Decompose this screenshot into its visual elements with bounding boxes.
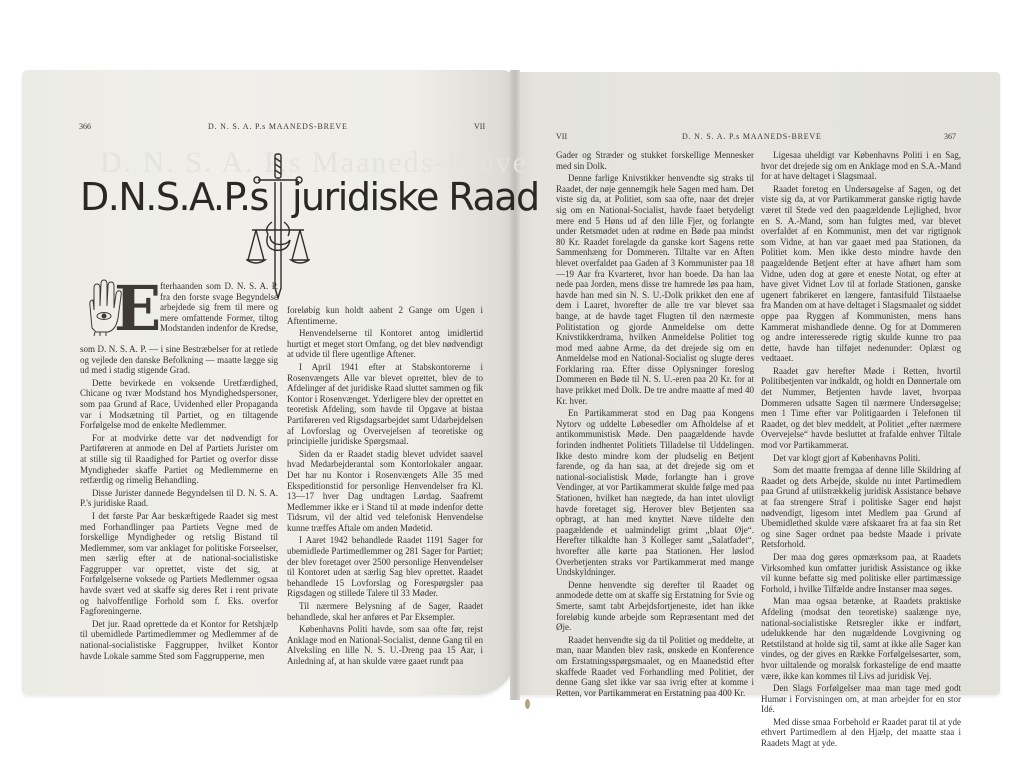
paragraph: Det var klogt gjort af Københavns Politi.	[773, 452, 921, 463]
running-head-left: D. N. S. A. P.s MAANEDS-BREVE	[208, 122, 348, 131]
paragraph: Til nærmere Belysning af de Sager, Raadet behandlede, skal her anføres et Par Eksempler.	[287, 601, 483, 622]
page-number-left: 366	[79, 122, 91, 131]
paragraph: I det første Par Aar beskæftigede Raadet sig mest med Forhandlinger paa Partiets Vegne med de forskellige Myndigheder og retslig Bistand til Medlemmer, som var anklaget for politiske Forseelser, men særlig efter at de national-socialistiske Faggrupper var oprettet, viste det sig, at Forfølgelserne voksede og Partiets Medlemmer ogsaa havde svært ved at skaffe sig deres Ret i rent private og halvoffentlige Forhold som f. Eks. overfor Fagforeningerne.	[80, 510, 278, 617]
paragraph: Disse Jurister dannede Begyndelsen til D. N. S. A. P.'s juridiske Raad.	[80, 487, 278, 509]
paragraph: For at modvirke dette var det nødvendigt for Partiføreren at anmode en Del af Partiets Jurister om at stille sig til Raadighed for Partiet og overfor disse Myndigheder skaffe Partiet og Medlemmerne en retfærdig og rimelig Behandling.	[80, 432, 278, 486]
left-page-column-2	[287, 305, 483, 669]
paragraph: Gader og Stræder og stukket forskellige Mennesker med sin Dolk.	[556, 150, 754, 171]
paragraph: foreløbig kun holdt aabent 2 Gange om Ugen i Aftentimerne.	[287, 305, 483, 326]
sword-scales-icon	[246, 152, 310, 302]
drop-cap-letter: E	[114, 272, 162, 345]
show-through-text: D. N. S. A. P.s Maaneds-Breve	[100, 146, 528, 179]
section-mark-right: VII	[556, 132, 568, 141]
section-mark-left: VII	[474, 122, 486, 131]
paragraph: Denne farlige Knivstikker henvendte sig straks til Raadet, der nøje gennemgik hele Sagen med ham. Det viste sig da, at Politiet, som saa ofte, naar det drejer sig om en National-Socialist, havde faaet betydeligt mere end 5 Høns ud af den lille Fjer, og forlangte under Retsmødet uden at rødme en Bøde paa mindst 80 Kr. Raadet forelagde da ganske kort Sagens rette Sammenhæng for Dommeren. Tiltalte var en Aften blevet overfaldet paa Gaden af 3 Kommunister paa 18—19 Aar fra Kvarteret, hvor han boede. Da han laa nede paa Jorden, mens disse tre hamrede løs paa ham, havde han med sin N. S. U.-Dolk prikket den ene af dem i Laaret, hvorefter de alle tre var blevet saa bange, at de havde taget Flugten til den nærmeste Politistation og gjorde Anmeldelse om dette Knivstikkerdrama, hvilken Anmeldelse Politiet tog mod med aabne Arme, da det drejede sig om en Anmeldelse mod en National-Socialist og slugte deres Forklaring raa. Efter disse Oplysninger foreslog Dommeren en Bøde til N. S. U.-eren paa 20 Kr. for at have prikket med Dolk. De tre andre maatte af med 40 Kr. hver.	[556, 173, 754, 406]
paragraph: Raadet foretog en Undersøgelse af Sagen, og det viste sig da, at vor Partikammerat ganske rigtig havde været til Stede ved den paagældende Lejlighed, hvor en S. A.-Mand, som han fulgtes med, var blevet overfaldet af en Kommunist, men det var rigtignok som Vidne, at han var gaaet med paa Stationen, da Politiet kom. Men ikke desto mindre havde den paagældende Betjent efter at have afhørt ham som Vidne, uden dog at gøre et eneste Notat, og efter at have givet Vidnet Lov til at forlade Stationen, ganske ugenert fabrikeret en længere, fantasifuld Tilstaaelse fra Manden om at have deltaget i Slagsmaalet og siddet oppe paa Ryggen af Kommunisten, mens hans Kammerat mishandlede denne. Og for at Dommeren og andre interesserede rigtig skulde kunne tro paa dette, havde han tilføjet nedenunder: Oplæst og vedtaaet.	[761, 183, 961, 364]
paragraph: Man maa ogsaa betænke, at Raadets praktiske Afdeling (modsat den teoretiske) saalænge nye, national-socialistiske Retsregler ikke er indført, udelukkende har den nugældende Lovgivning og Retstilstand at holde sig til, samt at ikke alle Sager kan vindes, og der gives en Række Forfølgelsesarter, som, hvor uiltalende og moralsk forkastelige de end maatte være, ikke kan kommes til Livs ad juridisk Vej.	[761, 596, 961, 681]
paragraph: Den Slags Forfølgelser maa man tage med godt Humør i Forvisningen om, at man arbejder for en stor Idé.	[761, 683, 961, 715]
paragraph: I April 1941 efter at Stabskontorerne i Rosenvængets Alle var blevet oprettet, blev de to Afdelinger af det juridiske Raad sluttet sammen og fik Kontor i Rosenvænget. Yderligere blev der oprettet en teoretisk Afdeling, som havde til Opgave at bistaa Partiføreren ved Rigsdagsarbejdet samt Udarbejdelsen af Lovforslag og Overvejelsen af teoretiske og principielle juridiske Spørgsmaal.	[287, 361, 483, 447]
paragraph: Raadet gav herefter Møde i Retten, hvortil Politibetjenten var indkaldt, og holdt en Dønnertale om det Nummer, Betjenten havde lavet, hvorpaa Dommeren udsatte Sagen til nærmere Undersøgelse; men 1 Time efter var Politigaarden i Telefonen til Raadet, og det blev meddelt, at Politiet „efter nærmere Overvejelse“ havde besluttet at frafalde enhver Tiltale mod vor Partikammerat.	[761, 365, 961, 451]
title-part-2: juridiske Raad	[292, 175, 539, 219]
left-page-column-1	[80, 344, 278, 663]
paragraph: I Aaret 1942 behandlede Raadet 1191 Sager for ubemidlede Partimedlemmer og 281 Sager for Partiet; der blev foretaget over 2500 personlige Henvendelser til Kontoret uden at særlig Sag blev oprettet. Raadet behandlede 15 Lovforslag og Forespørgsler paa Rigsdagen og stillede Talere til 33 Møder.	[287, 535, 483, 599]
right-page-column-1	[556, 150, 754, 700]
paragraph: Siden da er Raadet stadig blevet udvidet saavel hvad Medarbejderantal som Kontorlokaler angaar. Det har nu Kontor i Rosenvængets Alle 35 med Ekspeditionstid for personlige Henvendelser fra Kl. 13—17 hver Dag undtagen Lørdag. Saafremt Medlemmer ikke er i Stand til at møde indenfor dette Tidsrum, vil der altid ved telefonisk Henvendelse kunne træffes Aftale om anden Mødetid.	[287, 448, 483, 533]
paragraph: En Partikammerat stod en Dag paa Kongens Nytorv og uddelte Løbesedler om Afholdelse af et antikommunistisk Møde. Den paagældende havde forinden indhentet Politiets Tilladelse til Uddelingen. Ikke desto mindre kom der pludselig en Betjent farende, og da han saa, at det drejede sig om et national-socialistisk Møde, forlangte han i grove Vendinger, at vor Partikammerat skulde følge med paa Stationen, hvilket han nægtede, da han intet ulovligt havde foretaget sig. Herover blev Betjenten saa opbragt, at han med knyttet Næve tildelte den paagældende et ualmindeligt grimt „blaat Øje“. Herefter tilkaldte han 3 Kolleger samt „Salatfadet“, hvorefter alle kørte paa Stationen. Her løslod Overbetjenten straks vor Partikammerat med mange Undskyldninger.	[556, 408, 754, 578]
paragraph: Dette bevirkede en voksende Uretfærdighed, Chicane og tvær Modstand hos Myndighedspersoner, som paa Grund af Race, Uvidenhed eller Propaganda var i Modsætning til Partiet, og en tiltagende Forfølgelse mod de enkelte Medlemmer.	[80, 377, 278, 431]
paragraph: Ligesaa uheldigt var Københavns Politi i en Sag, hvor det drejede sig om en Anklage mod en S.A.-Mand for at have deltaget i Slagsmaal.	[761, 150, 961, 182]
paragraph: Det jur. Raad oprettede da et Kontor for Retshjælp til ubemidlede Partimedlemmer og Medlemmer af de national-socialistiske Faggrupper, hvilket Kontor havde Lokale samme Sted som Faggrupperne, men	[80, 618, 278, 661]
title-part-1: D.N.S.A.P.s	[80, 175, 268, 219]
paragraph: Raadet henvendte sig da til Politiet og meddelte, at man, naar Manden blev rask, ønskede en Konference om Erstatningsspørgsmaalet, og en Maanedstid efter skaffede Raadet ved Forhandling med Politiet, der denne Gang slet ikke var saa ivrig efter at komme i Retten, vor Partikammerat en Erstatning paa 400 Kr.	[556, 634, 754, 698]
paragraph: Henvendelserne til Kontoret antog imidlertid hurtigt et meget stort Omfang, og det blev nødvendigt at udvide til flere ugentlige Aftener.	[287, 328, 483, 360]
drop-cap-ornament	[84, 272, 162, 345]
paragraph: Som det maatte fremgaa af denne lille Skildring af Raadet og dets Arbejde, skulde nu intet Partimedlem paa Grund af utilstrækkelig juridisk Assistance behøve at faa strengere Straf i politiske Sager end højst nødvendigt, ligesom intet Medlem paa Grund af Ubemidlethed skulde være afskaaret fra at faa sin Ret og sine Sager ordnet paa bedste Maade i private Retsforhold.	[761, 465, 961, 550]
paragraph: Med disse smaa Forbehold er Raadet parat til at yde ethvert Partimedlem al den Hjælp, det maatte staa i Raadets Magt at yde.	[761, 716, 961, 749]
right-page-column-2	[761, 150, 961, 751]
paragraph: Denne henvendte sig derefter til Raadet og anmodede dette om at skaffe sig Erstatning for Svie og Smerte, samt tabt Arbejdsfortjeneste, idet han ikke foreløbig kunde arbejde som Repræsentant med det Øje.	[556, 579, 754, 633]
paragraph: Der maa dog gøres opmærksom paa, at Raadets Virksomhed kun omfatter juridisk Assistance og ikke vil kunne befatte sig med politiske eller partimæssige Forhold, i hvilke Tilfælde andre Instanser maa søges.	[761, 551, 961, 594]
paper-stain	[525, 699, 530, 709]
running-head-right: D. N. S. A. P.s MAANEDS-BREVE	[682, 132, 822, 141]
paragraph: som D. N. S. A. P. — i sine Bestræbelser for at retlede og vejlede den danske Befolkning — maatte lægge sig ud med i stadig stigende Grad.	[80, 344, 278, 376]
intro-text: fterhaanden som D. N. S. A. P. fra den forste svage Begyndelse arbejdede sig frem til mere og mere omfattende Former, tiltog Modstanden indenfor de Kredse,	[160, 281, 278, 334]
page-number-right: 367	[944, 132, 956, 141]
paragraph: Københavns Politi havde, som saa ofte før, rejst Anklage mod en National-Socialist, denne Gang til en Alveksling en lille N. S. U.-Dreng paa 15 Aar, i Anledning af, at han skulde være gaaet rundt paa	[287, 624, 483, 666]
